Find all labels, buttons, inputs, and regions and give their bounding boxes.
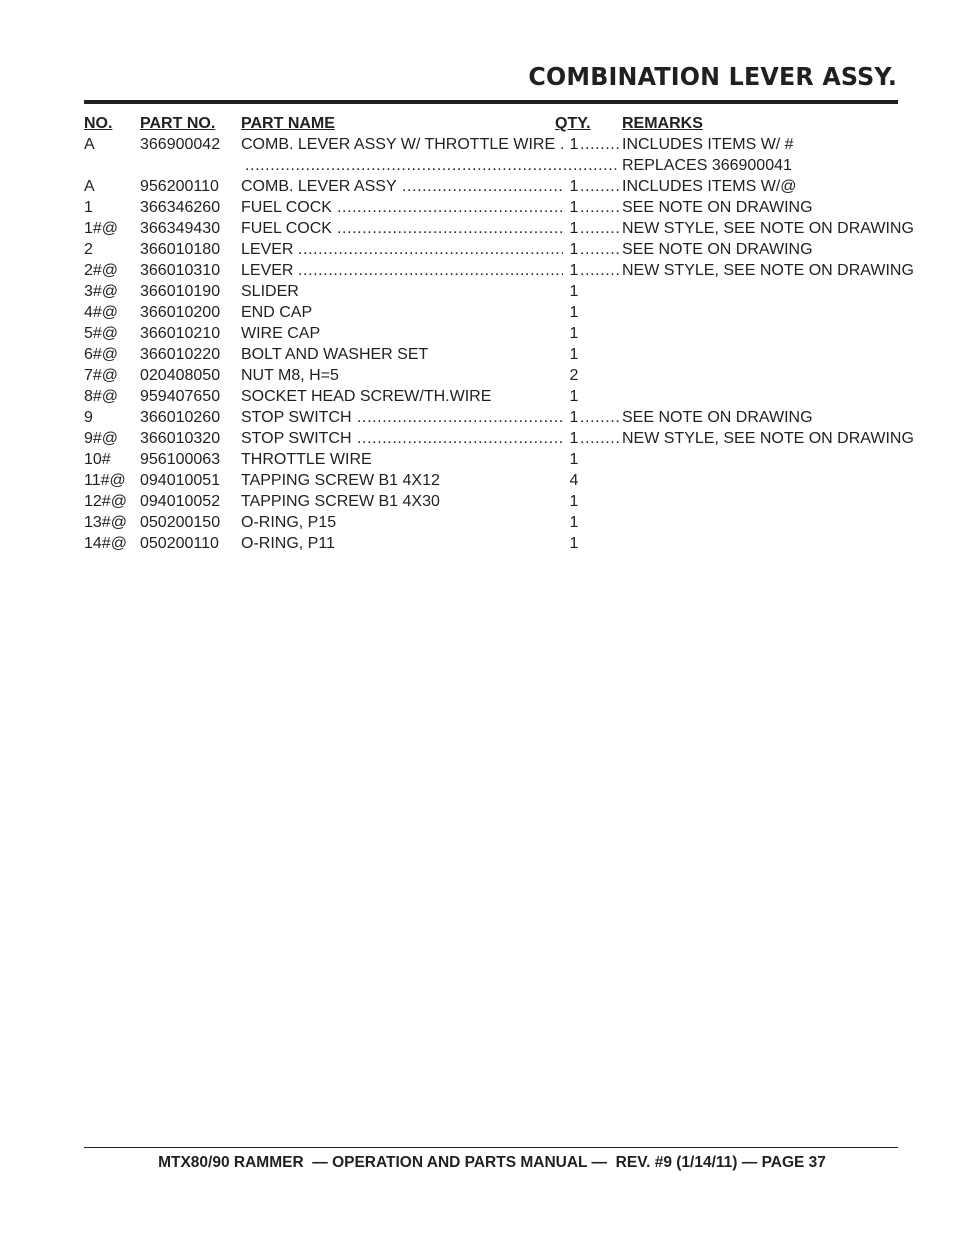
table-header [84,113,898,134]
dot-leader [580,239,619,260]
cell-qty: 1 [569,514,579,531]
cell-part-name: O-RING, P11 [241,535,335,552]
table-row [84,239,898,260]
header-remarks: REMARKS [622,115,703,132]
footer-rule [84,1147,898,1148]
parts-table [84,113,914,554]
cell-remarks: INCLUDES ITEMS W/@ [622,178,797,195]
cell-qty: 1 [569,409,579,426]
cell-no: 2#@ [84,262,119,279]
table-row [84,218,914,239]
cell-part-name: COMB. LEVER ASSY [241,178,397,195]
cell-remarks: NEW STYLE, SEE NOTE ON DRAWING [622,262,914,279]
table-row [84,134,898,155]
cell-qty: 1 [569,199,579,216]
table-row [84,533,898,554]
cell-qty: 1 [569,241,579,258]
table-row [84,491,898,512]
cell-no: 4#@ [84,304,119,321]
cell-no: 9#@ [84,430,119,447]
table-row [84,155,898,176]
header-part-no: PART NO. [140,115,216,132]
cell-remarks: REPLACES 366900041 [622,157,792,174]
dot-leader [580,197,619,218]
table-row [84,365,898,386]
table-row [84,260,914,281]
cell-part-name: FUEL COCK [241,220,332,237]
cell-part-no: 366010190 [140,283,221,300]
cell-part-no: 956100063 [140,451,221,468]
cell-no: 7#@ [84,367,119,384]
cell-part-name: FUEL COCK [241,199,332,216]
dot-leader [245,155,619,176]
cell-qty: 1 [569,430,579,447]
cell-qty: 1 [569,220,579,237]
cell-part-name: END CAP [241,304,313,321]
dot-leader [298,239,563,260]
cell-no: A [84,136,95,153]
dot-leader [580,218,619,239]
dot-leader [580,260,619,281]
table-row [84,449,898,470]
header-part-name: PART NAME [241,115,335,132]
cell-no: 1 [84,199,93,216]
dot-leader [580,134,619,155]
dot-leader [357,407,563,428]
cell-part-no: 094010052 [140,493,221,510]
cell-qty: 1 [569,535,579,552]
dot-leader [357,428,563,449]
cell-part-name: LEVER [241,262,294,279]
cell-part-no: 366010310 [140,262,221,279]
cell-no: A [84,178,95,195]
dot-leader [337,197,563,218]
header-qty: QTY. [555,115,591,132]
cell-no: 2 [84,241,93,258]
cell-part-name: STOP SWITCH [241,409,352,426]
table-row [84,176,898,197]
cell-qty: 1 [569,388,579,405]
cell-qty: 1 [569,346,579,363]
dot-leader [580,428,619,449]
table-row [84,512,898,533]
cell-part-name: NUT M8, H=5 [241,367,339,384]
cell-qty: 1 [569,325,579,342]
header-no: NO. [84,115,113,132]
cell-remarks: SEE NOTE ON DRAWING [622,409,813,426]
cell-part-name: WIRE CAP [241,325,321,342]
dot-leader [580,176,619,197]
cell-remarks: NEW STYLE, SEE NOTE ON DRAWING [622,220,914,237]
dot-leader [298,260,563,281]
cell-part-no: 366010180 [140,241,221,258]
cell-remarks: INCLUDES ITEMS W/ # [622,136,794,153]
cell-part-name: BOLT AND WASHER SET [241,346,429,363]
dot-leader [560,134,563,155]
cell-no: 3#@ [84,283,119,300]
table-body [84,134,914,554]
cell-no: 13#@ [84,514,127,531]
cell-remarks: NEW STYLE, SEE NOTE ON DRAWING [622,430,914,447]
cell-part-no: 020408050 [140,367,221,384]
cell-part-name: TAPPING SCREW B1 4X12 [241,472,440,489]
table-row [84,407,898,428]
cell-part-no: 366010320 [140,430,221,447]
cell-qty: 1 [569,178,579,195]
dot-leader [337,218,563,239]
cell-qty: 1 [569,451,579,468]
cell-part-name: SLIDER [241,283,299,300]
cell-part-name: THROTTLE WIRE [241,451,372,468]
table-row [84,470,898,491]
table-row [84,428,914,449]
cell-part-no: 094010051 [140,472,221,489]
cell-no: 5#@ [84,325,119,342]
table-row [84,323,898,344]
cell-part-no: 956200110 [140,178,219,195]
cell-no: 10# [84,451,111,468]
cell-part-no: 366346260 [140,199,221,216]
cell-qty: 1 [569,283,579,300]
cell-no: 9 [84,409,93,426]
table-row [84,386,898,407]
cell-part-name: O-RING, P15 [241,514,337,531]
cell-no: 8#@ [84,388,119,405]
cell-no: 11#@ [84,472,126,489]
cell-part-name: COMB. LEVER ASSY W/ THROTTLE WIRE [241,136,556,153]
cell-remarks: SEE NOTE ON DRAWING [622,199,813,216]
cell-part-no: 366010210 [140,325,221,342]
cell-part-no: 366010200 [140,304,221,321]
cell-part-name: STOP SWITCH [241,430,352,447]
table-row [84,281,898,302]
cell-remarks: SEE NOTE ON DRAWING [622,241,813,258]
cell-part-no: 366010220 [140,346,221,363]
cell-no: 6#@ [84,346,119,363]
cell-qty: 1 [569,493,579,510]
cell-qty: 1 [569,304,579,321]
cell-part-no: 366010260 [140,409,221,426]
cell-part-no: 050200150 [140,514,221,531]
cell-part-no: 366900042 [140,136,221,153]
page-footer: MTX80/90 RAMMER — OPERATION AND PARTS MANUAL — REV. #9 (1/14/11) — PAGE 37 [158,1154,826,1171]
page-title: COMBINATION LEVER ASSY. [528,62,897,91]
cell-qty: 1 [569,262,579,279]
table-row [84,302,898,323]
cell-qty: 2 [569,367,579,384]
title-rule [84,100,898,104]
cell-qty: 4 [569,472,579,489]
cell-part-no: 959407650 [140,388,221,405]
cell-qty: 1 [569,136,579,153]
cell-part-no: 366349430 [140,220,221,237]
dot-leader [580,407,619,428]
table-row [84,344,898,365]
table-row [84,197,898,218]
dot-leader [402,176,563,197]
cell-no: 1#@ [84,220,119,237]
cell-no: 14#@ [84,535,127,552]
cell-no: 12#@ [84,493,127,510]
cell-part-name: SOCKET HEAD SCREW/TH.WIRE [241,388,492,405]
cell-part-name: TAPPING SCREW B1 4X30 [241,493,440,510]
cell-part-name: LEVER [241,241,294,258]
cell-part-no: 050200110 [140,535,219,552]
